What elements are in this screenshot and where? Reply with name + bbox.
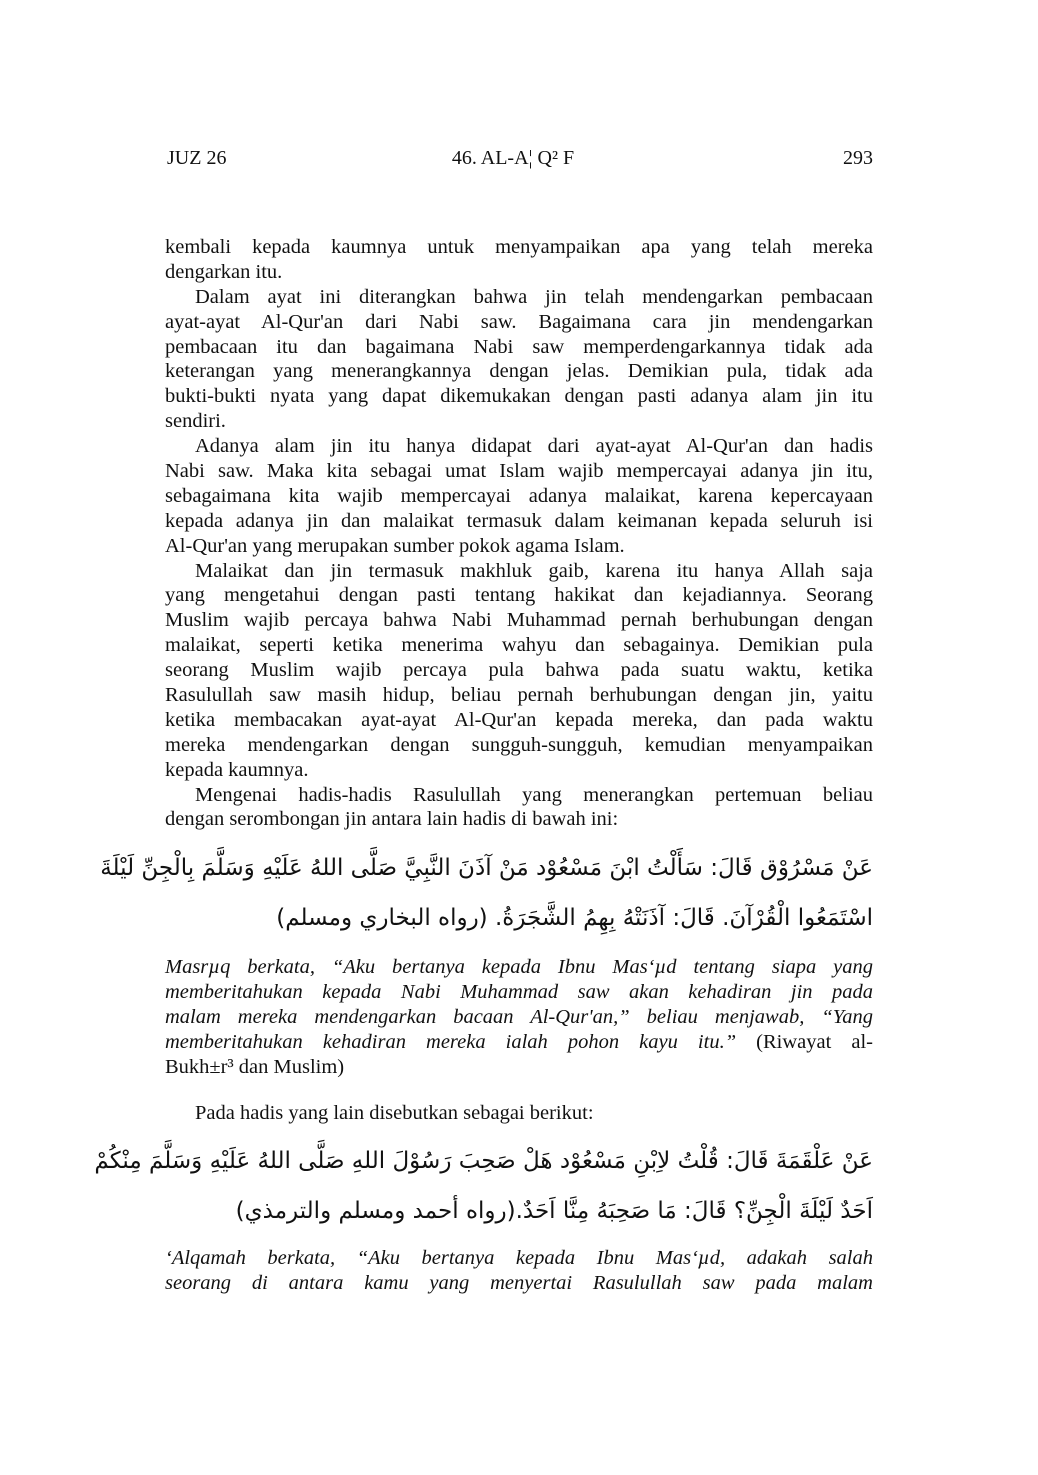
- translation-line: malam mereka mendengarkan bacaan Al-Qur'an,” beliau menjawab, “Yang: [165, 1005, 873, 1028]
- page-number: 293: [843, 147, 873, 169]
- arabic-line: عَنْ عَلْقَمَةَ قَالَ: قُلْتُ لاِبْنِ مَسْعُوْد هَلْ صَحِبَ رَسُوْلَ اللهِ صَلَّى اللهُ عَلَيْهِ وَسَلَّمَ مِنْكُمْ: [94, 1148, 873, 1174]
- body-line: kembali kepada kaumnya untuk menyampaikan apa yang telah mereka: [165, 236, 873, 258]
- body-line: Rasulullah saw masih hidup, beliau pernah berhubungan dengan jin, yaitu: [165, 684, 873, 707]
- translation-line: memberitahukan kepada Nabi Muhammad saw akan kehadiran jin pada: [165, 980, 873, 1003]
- intro-line: Pada hadis yang lain disebutkan sebagai berikut:: [195, 1102, 594, 1124]
- hadith-1-translation: [165, 955, 873, 1079]
- arabic-line: اَحَدٌ لَيْلَةَ الْجِنِّ؟ قَالَ: مَا صَحِبَهُ مِنَّا اَحَدٌ.(رواه أحمد ومسلم والترمذي): [235, 1198, 873, 1224]
- body-line: Nabi saw. Maka kita sebagai umat Islam wajib mempercayai adanya jin itu,: [165, 460, 873, 483]
- translation-line: ‘Alqamah berkata, “Aku bertanya kepada Ibnu Mas‘µd, adakah salah: [165, 1247, 873, 1269]
- body-line: Adanya alam jin itu hanya didapat dari ayat-ayat Al-Qur'an dan hadis: [195, 435, 873, 458]
- body-line: dengarkan itu.: [165, 260, 283, 283]
- body-line: sebagaimana kita wajib mempercayai adanya malaikat, karena kepercayaan: [165, 484, 873, 507]
- arabic-line: عَنْ مَسْرُوْق قَالَ: سَأَلْتُ ابْنَ مَسْعُوْد مَنْ آذَنَ النَّبِيَّ صَلَّى اللهُ عَلَيْهِ وَسَلَّمَ بِالْجِنِّ لَيْلَةَ: [100, 855, 873, 881]
- arabic-hadith-2: [94, 1136, 873, 1236]
- citation: (Riwayat al-: [736, 1030, 873, 1053]
- body-line: Dalam ayat ini diterangkan bahwa jin telah mendengarkan pembacaan: [195, 285, 873, 308]
- arabic-hadith-1: [100, 843, 873, 943]
- translation-italic: memberitahukan kehadiran mereka ialah pohon kayu itu.”: [165, 1030, 737, 1053]
- intro-paragraph: [165, 1101, 873, 1126]
- body-line: Al-Qur'an yang merupakan sumber pokok agama Islam.: [165, 534, 625, 557]
- body-line: pembacaan itu dan bagaimana Nabi saw memperdengarkannya tidak ada: [165, 335, 873, 358]
- body-line: Muslim wajib percaya bahwa Nabi Muhammad pernah berhubungan dengan: [165, 609, 873, 632]
- body-line: malaikat, seperti ketika menerima wahyu dan sebagainya. Demikian pula: [165, 634, 873, 657]
- body-line: mereka mendengarkan dengan sungguh-sungguh, kemudian menyampaikan: [165, 733, 873, 756]
- body-line: Mengenai hadis-hadis Rasulullah yang menerangkan pertemuan beliau: [195, 783, 873, 806]
- hadith-2-translation: [165, 1246, 873, 1296]
- body-line: seorang Muslim wajib percaya pula bahwa pada suatu waktu, ketika: [165, 659, 873, 682]
- body-line: yang mengetahui dengan pasti tentang hakikat dan kejadiannya. Seorang: [165, 584, 873, 607]
- body-line: dengan serombongan jin antara lain hadis di bawah ini:: [165, 808, 619, 831]
- running-header-juz: JUZ 26: [167, 147, 227, 169]
- citation-line: Bukh±r³ dan Muslim): [165, 1055, 345, 1078]
- body-line: bukti-bukti nyata yang dapat dikemukakan dengan pasti adanya alam jin itu: [165, 385, 873, 408]
- running-header-surah: 46. AL-A¦ Q² F: [451, 147, 575, 169]
- body-line: kepada adanya jin dan malaikat termasuk dalam keimanan kepada seluruh isi: [165, 509, 873, 532]
- body-line: keterangan yang menerangkannya dengan jelas. Demikian pula, tidak ada: [165, 360, 873, 383]
- body-line: Malaikat dan jin termasuk makhluk gaib, karena itu hanya Allah saja: [195, 559, 873, 582]
- body-text: [165, 235, 873, 832]
- body-line: sendiri.: [165, 410, 226, 433]
- translation-line: seorang di antara kamu yang menyertai Rasulullah saw pada malam: [165, 1271, 873, 1294]
- body-line: ayat-ayat Al-Qur'an dari Nabi saw. Bagaimana cara jin mendengarkan: [165, 310, 873, 333]
- arabic-line: اسْتَمَعُوا الْقُرْآنَ. قَالَ: آذَنَتْهُ بِهِمُ الشَّجَرَةُ. (رواه البخاري ومسلم): [276, 905, 873, 931]
- translation-line: Masrµq berkata, “Aku bertanya kepada Ibnu Mas‘µd tentang siapa yang: [165, 956, 873, 978]
- body-line: ketika membacakan ayat-ayat Al-Qur'an kepada mereka, dan pada waktu: [165, 708, 873, 731]
- body-line: kepada kaumnya.: [165, 758, 309, 781]
- translation-line: [165, 1030, 873, 1055]
